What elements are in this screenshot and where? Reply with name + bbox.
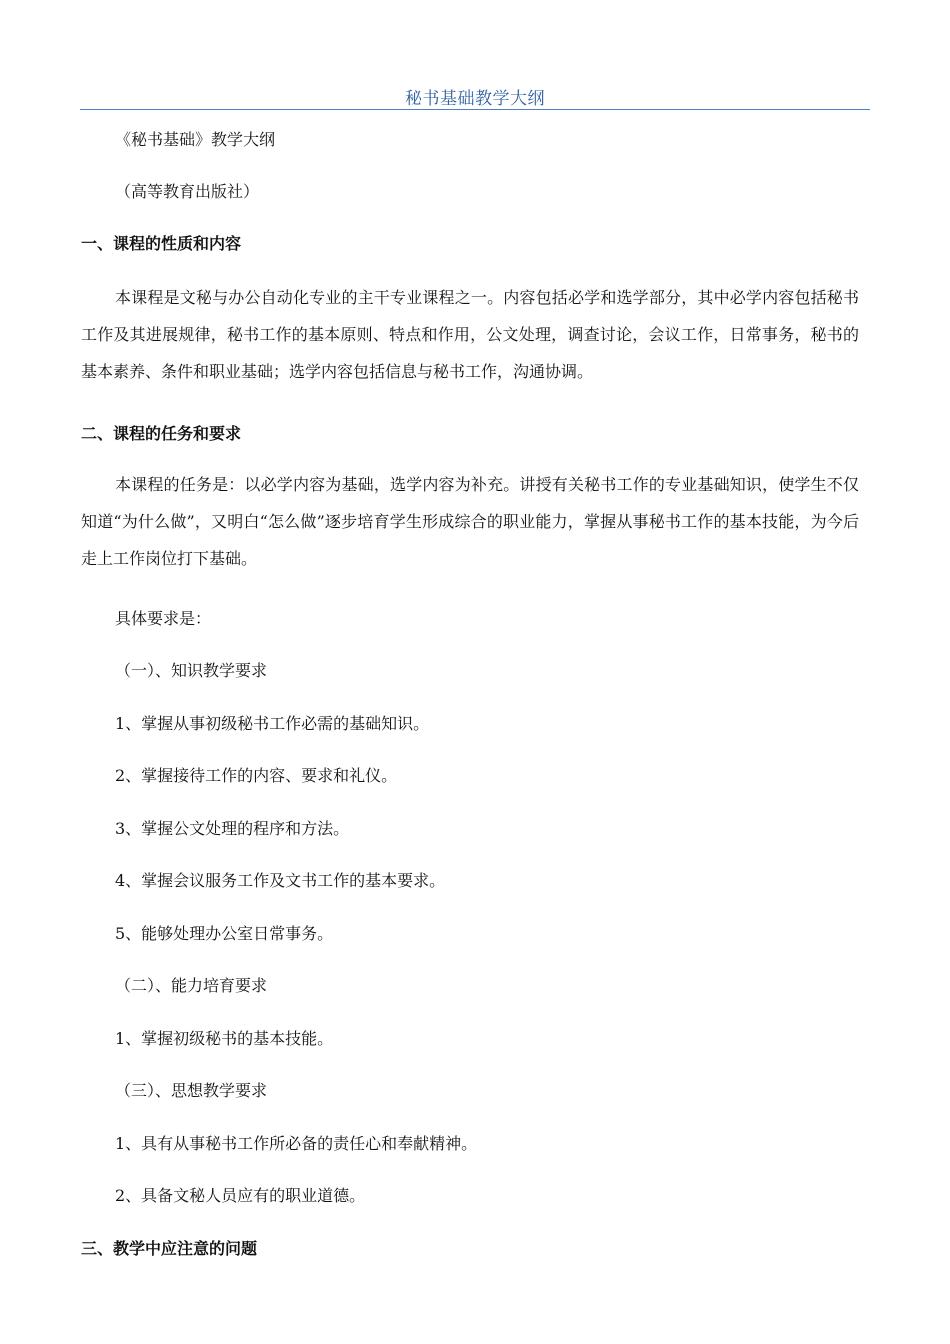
list-item: 1、掌握从事初级秘书工作必需的基础知识。 — [115, 714, 430, 733]
list-item: 4、掌握会议服务工作及文书工作的基本要求。 — [115, 871, 446, 890]
publisher-line: （高等教育出版社） — [115, 182, 260, 201]
section-paragraph-2: 本课程的任务是：以必学内容为基础，选学内容为补充。讲授有关秘书工作的专业基础知识，使学生不仅知道“为什么做”，又明白“怎么做”逐步培育学生形成综合的职业能力，掌握从事秘书工作的基本技能，为今后走上工作岗位打下基础。 — [81, 475, 859, 568]
list-item: 5、能够处理办公室日常事务。 — [115, 924, 334, 943]
list-item: 2、具备文秘人员应有的职业道德。 — [115, 1186, 366, 1205]
subsection-title-ideology: （三）、思想教学要求 — [115, 1081, 268, 1100]
list-item: 1、具有从事秘书工作所必备的责任心和奉献精神。 — [115, 1134, 478, 1153]
list-item: 3、掌握公文处理的程序和方法。 — [115, 819, 350, 838]
page-header-title: 秘书基础教学大纲 — [405, 89, 545, 109]
section-heading-2: 二、课程的任务和要求 — [81, 424, 242, 443]
subsection-title-ability: （二）、能力培育要求 — [115, 976, 268, 995]
header-divider — [80, 109, 870, 110]
list-item: 1、掌握初级秘书的基本技能。 — [115, 1029, 334, 1048]
book-title: 《秘书基础》教学大纲 — [115, 130, 276, 149]
requirements-intro: 具体要求是： — [115, 609, 212, 628]
section-paragraph-1: 本课程是文秘与办公自动化专业的主干专业课程之一。内容包括必学和选学部分，其中必学内容包括秘书工作及其进展规律，秘书工作的基本原则、特点和作用，公文处理，调查讨论，会议工作，日常事务，秘书的基本素养、条件和职业基础；选学内容包括信息与秘书工作，沟通协调。 — [81, 288, 859, 381]
section-heading-1: 一、课程的性质和内容 — [81, 234, 242, 253]
list-item: 2、掌握接待工作的内容、要求和礼仪。 — [115, 766, 398, 785]
section-heading-3: 三、教学中应注意的问题 — [81, 1239, 258, 1258]
subsection-title-knowledge: （一）、知识教学要求 — [115, 661, 268, 680]
